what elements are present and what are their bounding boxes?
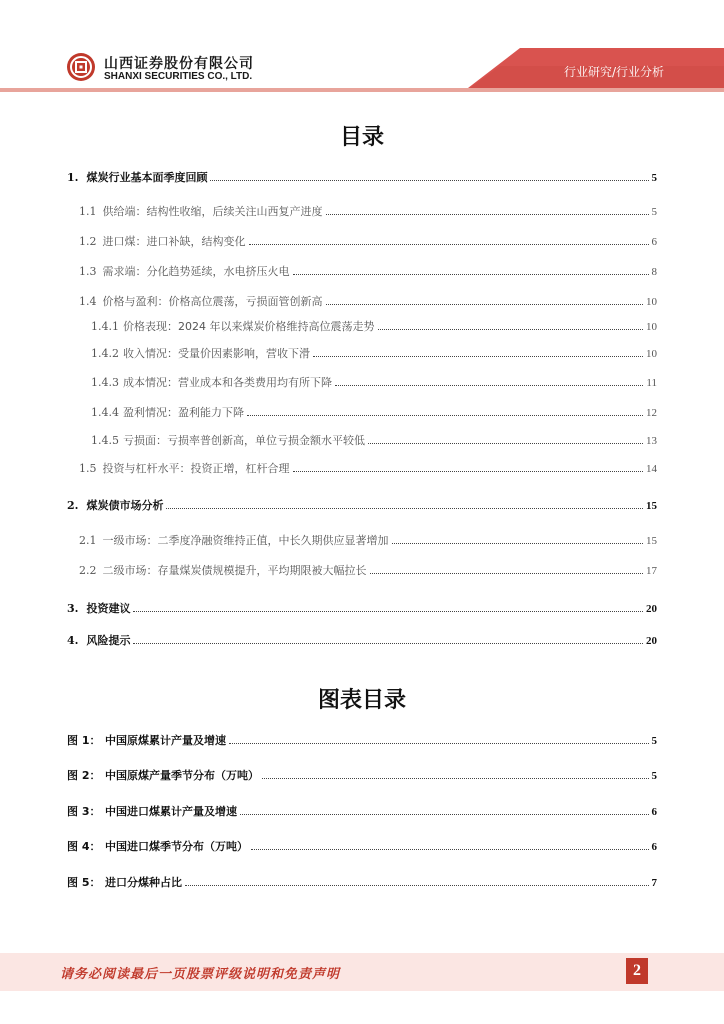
toc-entry-number: 4.	[67, 634, 79, 647]
toc-entry[interactable]	[79, 203, 657, 219]
toc-entry-page: 10	[646, 348, 657, 360]
toc-entry-page: 5	[651, 206, 657, 218]
toc-entry[interactable]	[91, 432, 657, 448]
toc-leader-dots	[335, 384, 643, 386]
figure-entry-page: 6	[651, 841, 657, 853]
company-name-en: SHANXI SECURITIES CO., LTD.	[104, 71, 253, 82]
toc-entry-number: 2.	[67, 499, 79, 512]
toc-entry-page: 17	[646, 565, 657, 577]
toc-entry-title: 投资建议	[86, 602, 131, 615]
toc-entry-number: 1.3	[79, 265, 97, 278]
toc-leader-dots	[392, 542, 644, 544]
toc-entry-number: 1.4.3	[91, 376, 119, 389]
toc-entry-title: 收入情况：受量价因素影响，营收下滑	[123, 347, 310, 360]
figure-entry[interactable]	[67, 732, 657, 748]
figure-entry-title: 中国原煤累计产量及增速	[105, 734, 226, 747]
figure-entry-number: 图 4：	[67, 840, 101, 853]
toc-leader-dots	[293, 273, 649, 275]
toc-entry-page: 15	[646, 535, 657, 547]
toc-entry[interactable]	[79, 460, 657, 476]
toc-entry[interactable]	[67, 632, 657, 648]
toc-entry[interactable]	[79, 233, 657, 249]
toc-entry-title: 需求端：分化趋势延续，水电挤压火电	[102, 265, 290, 278]
toc-entry[interactable]	[91, 374, 657, 390]
toc-entry-page: 5	[651, 172, 657, 184]
toc-entry[interactable]	[79, 532, 657, 548]
toc-entry-number: 2.1	[79, 534, 97, 547]
toc-leader-dots	[368, 442, 643, 444]
toc-entry-title: 供给端：结构性收缩，后续关注山西复产进度	[102, 205, 323, 218]
toc-entry[interactable]	[67, 600, 657, 616]
toc-entry-number: 1.	[67, 171, 79, 184]
toc-entry-title: 进口煤：进口补缺，结构变化	[102, 235, 246, 248]
toc-leader-dots	[133, 610, 643, 612]
toc-entry-page: 20	[646, 603, 657, 615]
figure-entry-title: 进口分煤种占比	[105, 876, 182, 889]
toc-entry-page: 11	[646, 377, 657, 389]
toc-leader-dots	[166, 507, 643, 509]
figure-entry-page: 6	[651, 806, 657, 818]
toc-leader-dots	[249, 243, 649, 245]
toc-entry[interactable]	[79, 293, 657, 309]
figure-entry-page: 5	[651, 735, 657, 747]
toc-entry-number: 1.4	[79, 295, 97, 308]
figure-entry[interactable]	[67, 838, 657, 854]
toc-entry-page: 13	[646, 435, 657, 447]
toc-entry-title: 二级市场：存量煤炭债规模提升，平均期限被大幅拉长	[102, 564, 367, 577]
figure-list-title: 图表目录	[317, 688, 406, 713]
figure-leader-dots	[229, 742, 649, 744]
toc-entry[interactable]	[91, 318, 657, 334]
page-header	[0, 0, 724, 95]
toc-entry-number: 3.	[67, 602, 79, 615]
toc-entry[interactable]	[79, 263, 657, 279]
toc-leader-dots	[313, 355, 643, 357]
toc-entry[interactable]	[67, 169, 657, 185]
toc-entry[interactable]	[91, 404, 657, 420]
toc-entry-page: 10	[646, 321, 657, 333]
toc-entry-number: 1.4.1	[91, 320, 119, 333]
figure-entry-title: 中国原煤产量季节分布（万吨）	[105, 769, 259, 782]
figure-entry[interactable]	[67, 874, 657, 890]
shanxi-securities-logo-icon	[66, 52, 96, 82]
figure-entry-number: 图 3：	[67, 805, 101, 818]
figure-leader-dots	[240, 813, 649, 815]
toc-entry-page: 10	[646, 296, 657, 308]
toc-leader-dots	[370, 572, 644, 574]
toc-entry-title: 煤炭行业基本面季度回顾	[86, 171, 208, 184]
toc-entry-title: 亏损面：亏损率普创新高，单位亏损金额水平较低	[123, 434, 365, 447]
footer-disclaimer: 请务必阅读最后一页股票评级说明和免责声明	[60, 967, 341, 982]
toc-entry-title: 价格与盈利：价格高位震荡，亏损面管创新高	[102, 295, 323, 308]
figure-leader-dots	[262, 777, 649, 779]
toc-entry-page: 12	[646, 407, 657, 419]
toc-entry-number: 1.4.4	[91, 406, 119, 419]
toc-entry-title: 一级市场：二季度净融资维持正值，中长久期供应显著增加	[102, 534, 389, 547]
toc-title: 目录	[339, 125, 384, 150]
toc-entry-title: 风险提示	[86, 634, 131, 647]
figure-entry[interactable]	[67, 767, 657, 783]
toc-entry-number: 1.5	[79, 462, 97, 475]
page-number: 2	[626, 958, 648, 984]
toc-entry-number: 1.2	[79, 235, 97, 248]
toc-entry[interactable]	[79, 562, 657, 578]
toc-leader-dots	[293, 470, 644, 472]
toc-entry-number: 1.4.5	[91, 434, 119, 447]
toc-leader-dots	[378, 328, 644, 330]
toc-entry-title: 盈利情况：盈利能力下降	[123, 406, 244, 419]
figure-entry-number: 图 2：	[67, 769, 101, 782]
toc-leader-dots	[210, 179, 648, 181]
figure-entry-number: 图 1：	[67, 734, 101, 747]
toc-entry-page: 6	[651, 236, 657, 248]
toc-entry-page: 14	[646, 463, 657, 475]
toc-entry[interactable]	[67, 497, 657, 513]
figure-entry-page: 7	[651, 877, 657, 889]
toc-leader-dots	[133, 642, 643, 644]
toc-leader-dots	[326, 213, 649, 215]
figure-entry-title: 中国进口煤累计产量及增速	[105, 805, 237, 818]
toc-entry-number: 1.1	[79, 205, 97, 218]
toc-entry[interactable]	[91, 345, 657, 361]
toc-leader-dots	[326, 303, 644, 305]
figure-entry-number: 图 5：	[67, 876, 101, 889]
toc-entry-page: 8	[651, 266, 657, 278]
toc-entry-page: 20	[646, 635, 657, 647]
figure-leader-dots	[251, 848, 649, 850]
toc-entry-title: 煤炭债市场分析	[86, 499, 164, 512]
figure-entry-title: 中国进口煤季节分布（万吨）	[105, 840, 248, 853]
toc-entry-title: 投资与杠杆水平：投资正增，杠杆合理	[102, 462, 290, 475]
report-category: 行业研究/行业分析	[563, 65, 664, 79]
toc-entry-title: 成本情况：营业成本和各类费用均有所下降	[123, 376, 332, 389]
company-name-cn: 山西证券股份有限公司	[104, 56, 254, 72]
toc-entry-number: 1.4.2	[91, 347, 119, 360]
toc-entry-title: 价格表现：2024 年以来煤炭价格维持高位震荡走势	[123, 320, 375, 333]
figure-entry-page: 5	[651, 770, 657, 782]
toc-leader-dots	[247, 414, 643, 416]
figure-leader-dots	[185, 884, 649, 886]
toc-entry-number: 2.2	[79, 564, 97, 577]
toc-entry-page: 15	[646, 500, 657, 512]
figure-entry[interactable]	[67, 803, 657, 819]
